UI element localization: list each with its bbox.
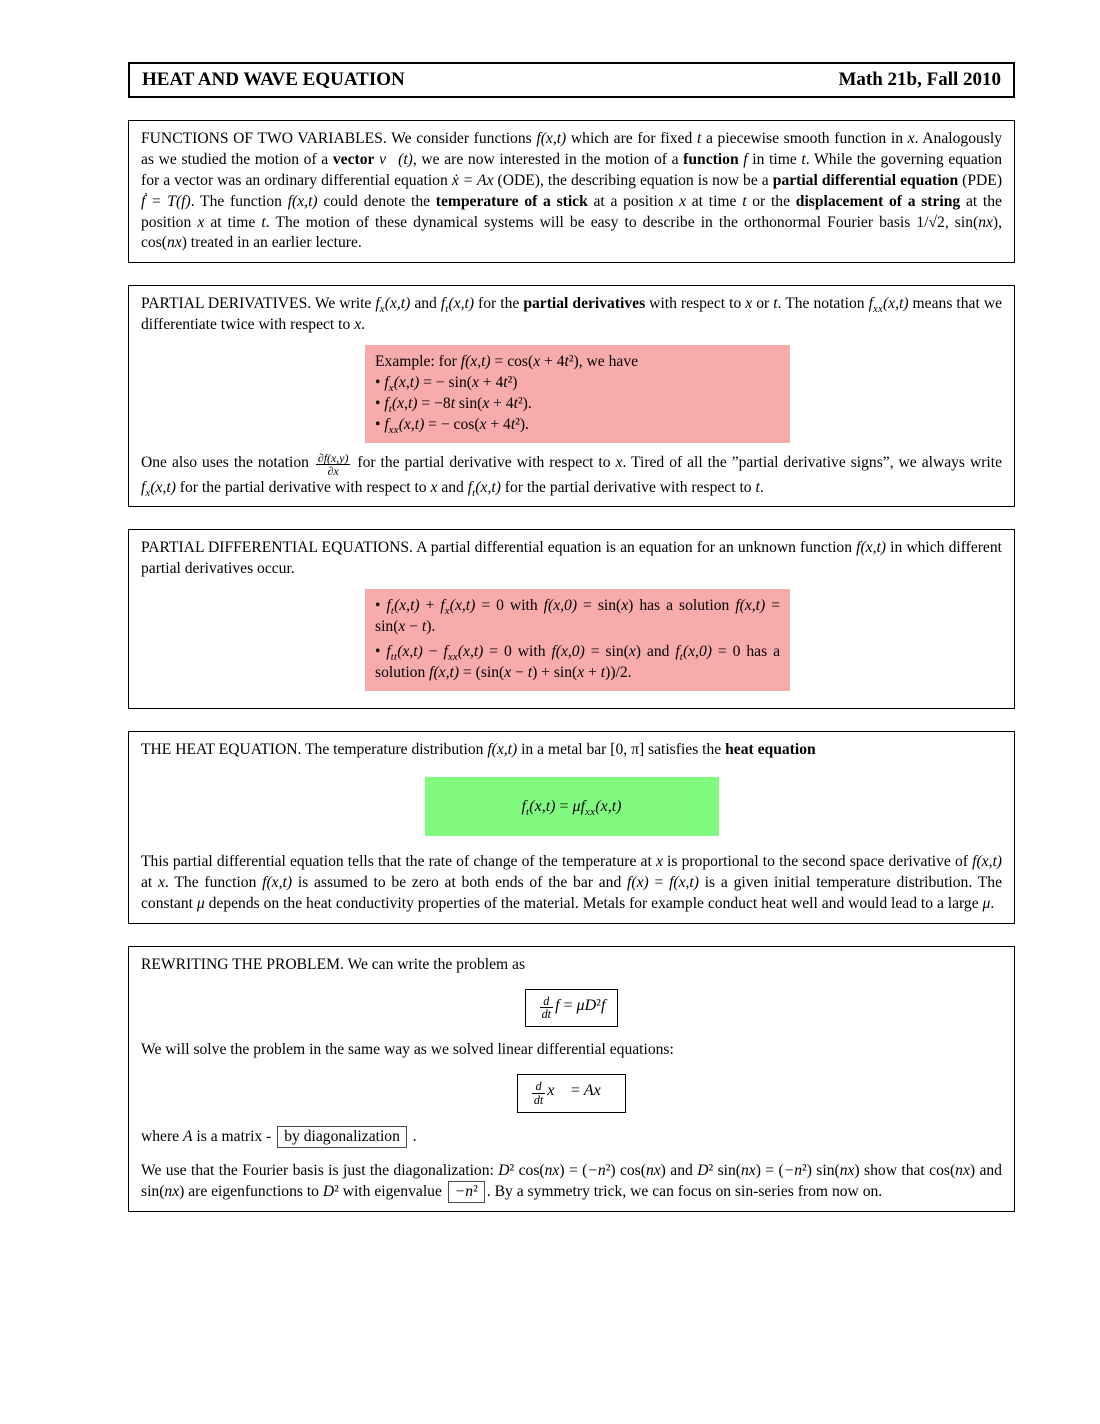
example-box-pde <box>365 589 790 691</box>
document-header <box>128 62 1015 98</box>
heat-equation-formula: $f_t(x,t) = \mu f_{xx}(x,t)$ <box>521 797 622 818</box>
partial-derivatives-paragraph: PARTIAL DERIVATIVES. We write $f_x(x,t)$ and $f_t(x,t)$ for the partial derivatives with respect to x or t. The notation $f_{xx}(x,t)$ means that we differentiate twice with respect to x. <box>141 295 1003 334</box>
example-bullet-fxx: • $f_{xx}(x,t)$ = − cos(x + 4t²). <box>375 415 529 436</box>
boxed-equation-dtx: $\frac{d}{dt}$ x⃗ = Ax⃗ <box>517 1074 626 1113</box>
boxed-equation-dtf: $\frac{d}{dt}$ f = μD²f <box>525 989 619 1028</box>
section-partial-derivatives <box>128 285 1015 507</box>
document-content <box>128 62 1015 1212</box>
section-functions-of-two-variables <box>128 120 1015 263</box>
example-bullet-ft: • $f_t(x,t) = -8t$ sin(x + 4t²). <box>375 394 532 416</box>
pde-paragraph: PARTIAL DIFFERENTIAL EQUATIONS. A partial differential equation is an equation for an unknown function f(x,t) in which different partial derivatives occur. <box>141 539 1002 578</box>
page-title: HEAT AND WAVE EQUATION <box>142 69 405 90</box>
rewrite-equation-line-1 <box>141 989 1002 1028</box>
rewrite-intro-paragraph: REWRITING THE PROBLEM. We can write the problem as <box>141 955 526 973</box>
rewrite-fourier-paragraph: We use that the Fourier basis is just the diagonalization: D² cos(nx) = (−n²) cos(nx) and D² sin(nx) = (−n²) sin(nx) show that cos(nx) and sin(nx) are eigenfunctions to D² with eigenvalue −n² . By a symmetry trick, we can focus on sin-series from now on. <box>141 1161 1002 1204</box>
rewrite-matrix-paragraph: where A is a matrix - by diagonalization . <box>141 1126 1002 1148</box>
section-rewriting-the-problem <box>128 946 1015 1213</box>
section-heat-equation <box>128 731 1015 924</box>
example-intro-line: Example: for f(x,t) = cos(x + 4t²), we have <box>375 353 639 371</box>
pde-example-bullet-1: • $f_t(x,t) + f_x(x,t) = 0$ with f(x,0) = sin(x) has a solution f(x,t) = sin(x − t). <box>375 597 781 636</box>
rewrite-solve-paragraph: We will solve the problem in the same way as we solved linear differential equations: <box>141 1041 674 1059</box>
pde-example-bullet-2: • $f_{tt}(x,t) - f_{xx}(x,t) = 0$ with f(x,0) = sin(x) and $f_t(x,0) = 0$ has a solution f(x,t) = (sin(x − t) + sin(x + t))/2. <box>375 643 780 681</box>
course-label: Math 21b, Fall 2010 <box>838 69 1001 90</box>
heat-explanation-paragraph: This partial differential equation tells that the rate of change of the temperature at x is proportional to the second space derivative of f(x,t) at x. The function f(x,t) is assumed to be zero at both ends of the bar and f(x) = f(x,t) is a given initial temperature distribution. The constant μ depends on the heat conductivity properties of the material. Metals for example conduct heat well and would lead to a large μ. <box>141 853 1003 912</box>
functions-paragraph: FUNCTIONS OF TWO VARIABLES. We consider functions f(x,t) which are for fixed t a piecewise smooth function in x. Analogously as we studied the motion of a vector v⃗(t), we are now interested in the motion of a function f in time t. While the governing equation for a vector was an ordinary differential equation ẋ = Ax (ODE), the describing equation is now be a partial differential equation (PDE) ḟ = T(f). The function f(x,t) could denote the temperature of a stick at a position x at time t or the displacement of a string at the position x at time t. The motion of these dynamical systems will be easy to describe in the orthonormal Fourier basis 1/√2, sin(nx), cos(nx) treated in an earlier lecture. <box>141 130 1003 252</box>
notation-paragraph: One also uses the notation $\frac{\partial f(x,y)}{\partial x}$ for the partial derivative with respect to x. Tired of all the ”partial derivative signs”, we always write $f_x(x,t)$ for the partial derivative with respect to x and $f_t(x,t)$ for the partial derivative with respect to t. <box>141 450 1002 499</box>
rewrite-equation-line-2 <box>141 1074 1002 1113</box>
section-partial-differential-equations <box>128 529 1015 708</box>
example-box-derivatives <box>365 345 790 443</box>
example-bullet-fx: • $f_x(x,t)$ = − sin(x + 4t²) <box>375 374 518 395</box>
heat-intro-paragraph: THE HEAT EQUATION. The temperature distribution f(x,t) in a metal bar [0, π] satisfies the heat equation <box>141 740 816 758</box>
heat-equation-box <box>425 777 719 836</box>
